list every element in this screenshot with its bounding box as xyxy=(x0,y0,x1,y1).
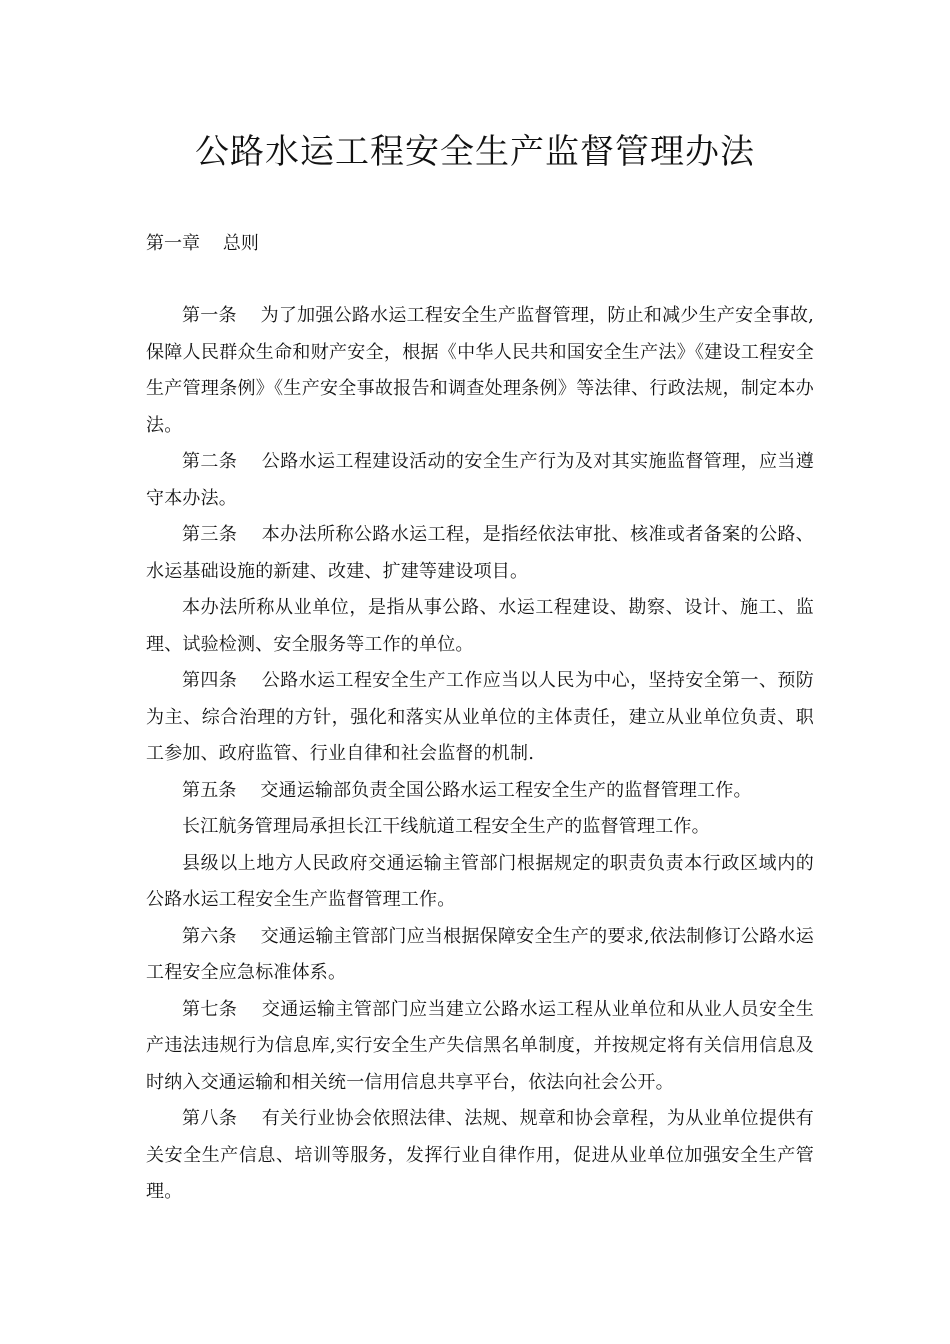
chapter-heading: 第一章 总则 xyxy=(146,233,259,254)
article-1-paragraph xyxy=(146,298,814,444)
article-label: 第四条 xyxy=(182,670,262,691)
article-text: 为了加强公路水运工程安全生产监督管理，防止和减少生产安全事故,保障人民群众生命和财产安全，根据《中华人民共和国安全生产法》《建设工程安全生产管理条例》《生产安全事故报告和调查处理条例》等法律、行政法规，制定本办法。 xyxy=(146,305,814,436)
article-text: 长江航务管理局承担长江干线航道工程安全生产的监督管理工作。 xyxy=(182,816,710,837)
article-text: 交通运输主管部门应当根据保障安全生产的要求,依法制修订公路水运工程安全应急标准体系。 xyxy=(146,925,814,983)
article-2-paragraph xyxy=(146,444,814,517)
article-text: 公路水运工程建设活动的安全生产行为及对其实施监督管理，应当遵守本办法。 xyxy=(146,451,814,509)
article-label: 第一条 xyxy=(182,305,261,326)
article-8-paragraph xyxy=(146,1101,814,1211)
article-7-paragraph xyxy=(146,992,814,1102)
article-5-continuation-paragraph xyxy=(146,809,814,846)
article-3-continuation-paragraph xyxy=(146,590,814,663)
article-text: 交通运输部负责全国公路水运工程安全生产的监督管理工作。 xyxy=(260,779,752,801)
article-label: 第七条 xyxy=(182,998,262,1020)
article-4-paragraph xyxy=(146,663,814,773)
article-label: 第八条 xyxy=(182,1108,262,1129)
article-label: 第六条 xyxy=(182,925,261,947)
article-text: 县级以上地方人民政府交通运输主管部门根据规定的职责负责本行政区域内的公路水运工程安全生产监督管理工作。 xyxy=(146,852,814,910)
document-body xyxy=(146,298,814,1211)
article-text: 本办法所称从业单位，是指从事公路、水运工程建设、勘察、设计、施工、监理、试验检测、安全服务等工作的单位。 xyxy=(146,597,814,655)
article-5-paragraph xyxy=(146,773,814,810)
article-5-continuation-paragraph xyxy=(146,846,814,919)
article-text: 本办法所称公路水运工程，是指经依法审批、核准或者备案的公路、水运基础设施的新建、改建、扩建等建设项目。 xyxy=(146,524,814,582)
article-label: 第二条 xyxy=(182,451,262,472)
document-title: 公路水运工程安全生产监督管理办法 xyxy=(195,132,755,172)
article-6-paragraph xyxy=(146,919,814,992)
article-3-paragraph xyxy=(146,517,814,590)
article-text: 交通运输主管部门应当建立公路水运工程从业单位和从业人员安全生产违法违规行为信息库,实行安全生产失信黑名单制度，并按规定将有关信用信息及时纳入交通运输和相关统一信用信息共享平台，依法向社会公开。 xyxy=(146,998,814,1093)
article-label: 第五条 xyxy=(182,779,261,801)
article-text: 有关行业协会依照法律、法规、规章和协会章程，为从业单位提供有关安全生产信息、培训等服务，发挥行业自律作用，促进从业单位加强安全生产管理。 xyxy=(146,1108,814,1202)
article-text: 公路水运工程安全生产工作应当以人民为中心，坚持安全第一、预防为主、综合治理的方针，强化和落实从业单位的主体责任，建立从业单位负责、职工参加、政府监管、行业自律和社会监督的机制. xyxy=(146,670,814,764)
article-label: 第三条 xyxy=(182,524,262,545)
